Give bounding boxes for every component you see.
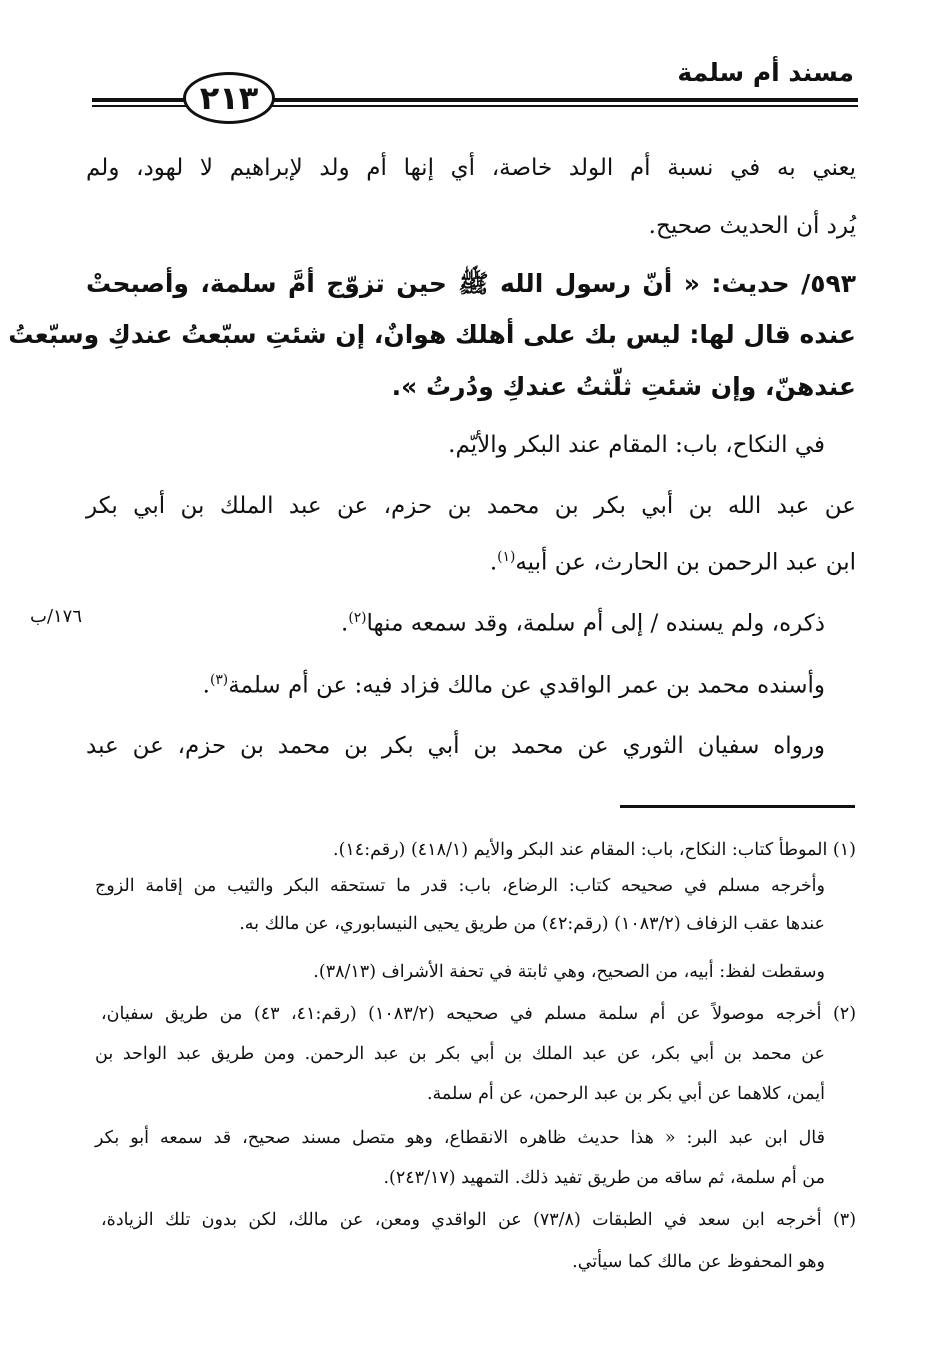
margin-folio-note: ١٧٦/ب: [30, 606, 83, 627]
footnote-1-line-3: عندها عقب الزفاف (١٠٨٣/٢) (رقم:٤٢) من طريق يحيى النيسابوري، عن مالك به.: [239, 914, 825, 934]
dhakara-text: ذكره، ولم يسنده / إلى أم سلمة، وقد سمعه منها: [366, 610, 825, 637]
body-line-2: يُرد أن الحديث صحيح.: [648, 213, 856, 239]
isnad-line-1: عن عبد الله بن أبي بكر بن محمد بن حزم، عن عبد الملك بن أبي بكر: [86, 493, 856, 519]
running-title: مسند أم سلمة: [677, 58, 854, 87]
dhakara-line: [341, 610, 825, 637]
rawahu-line: ورواه سفيان الثوري عن محمد بن أبي بكر بن محمد بن حزم، عن عبد: [86, 733, 825, 759]
isnad-line-2-text: ابن عبد الرحمن بن الحارث، عن أبيه: [515, 549, 856, 576]
period: .: [489, 549, 498, 576]
footnote-1-line-4: وسقطت لفظ: أبيه، من الصحيح، وهي ثابتة في تحفة الأشراف (٣٨/١٣).: [313, 962, 825, 982]
page-number-badge: [183, 72, 275, 124]
hadith-line-2: عنده قال لها: ليس بك على أهلك هوانٌ، إن شئتِ سبّعتُ عندكِ وسبّعتُ: [8, 320, 856, 349]
isnad-line-2: [490, 549, 856, 576]
body-line-1: يعني به في نسبة أم الولد خاصة، أي إنها أم ولد لإبراهيم لا لهود، ولم: [86, 155, 856, 181]
footnote-ref-1[interactable]: (١): [497, 549, 516, 565]
footnote-2-line-3: أيمن، كلاهما عن أبي بكر بن عبد الرحمن، عن أم سلمة.: [426, 1084, 825, 1104]
period: .: [341, 610, 349, 637]
footnote-1-line-2: وأخرجه مسلم في صحيحه كتاب: الرضاع، باب: قدر ما تستحقه البكر والثيب من إقامة الزوج: [95, 876, 825, 896]
hadith-number: ٥٩٣/: [801, 269, 856, 298]
chapter-line: في النكاح، باب: المقام عند البكر والأيّم.: [448, 432, 825, 458]
footnote-3-line-1: (٣) أخرجه ابن سعد في الطبقات (٧٣/٨) عن الواقدي ومعن، عن مالك، لكن بدون تلك الزيادة،: [101, 1210, 857, 1230]
hadith-line-1: [86, 268, 856, 305]
footnote-1-line-1: (١) الموطأ كتاب: النكاح، باب: المقام عند البكر والأيم (٤١٨/١) (رقم:١٤).: [333, 840, 856, 860]
asnadahu-text: وأسنده محمد بن عمر الواقدي عن مالك فزاد فيه: عن أم سلمة: [228, 672, 825, 699]
page-number: ٢١٣: [199, 79, 259, 117]
footnote-2-line-4: قال ابن عبد البر: « هذا حديث ظاهره الانقطاع، وهو متصل مسند صحيح، قد سمعه أبو بكر: [95, 1128, 825, 1148]
footnote-2-line-1: (٢) أخرجه موصولاً عن أم سلمة مسلم في صحيحه (١٠٨٣/٢) (رقم:٤١، ٤٣) من طريق سفيان،: [101, 1004, 857, 1024]
footnote-separator: [620, 805, 855, 808]
period: .: [202, 672, 210, 699]
hadith-label: حديث:: [711, 269, 790, 298]
footnote-ref-2[interactable]: (٢): [348, 610, 367, 626]
footnote-2-line-5: من أم سلمة، ثم ساقه من طريق تفيد ذلك. التمهيد (٢٤٣/١٧).: [383, 1168, 825, 1188]
hadith-text-1: « أنّ رسول الله ﷺ حين تزوّج أمَّ سلمة، وأصبحتْ: [86, 269, 700, 298]
footnote-ref-3[interactable]: (٣): [209, 672, 229, 688]
asnadahu-line: [203, 672, 825, 699]
footnote-2-line-2: عن محمد بن أبي بكر، عن عبد الملك بن أبي بكر بن عبد الرحمن. ومن طريق عبد الواحد بن: [95, 1044, 825, 1064]
footnote-3-line-2: وهو المحفوظ عن مالك كما سيأتي.: [572, 1252, 825, 1272]
hadith-line-3: عندهنّ، وإن شئتِ ثلّثتُ عندكِ ودُرتُ ».: [391, 372, 856, 401]
